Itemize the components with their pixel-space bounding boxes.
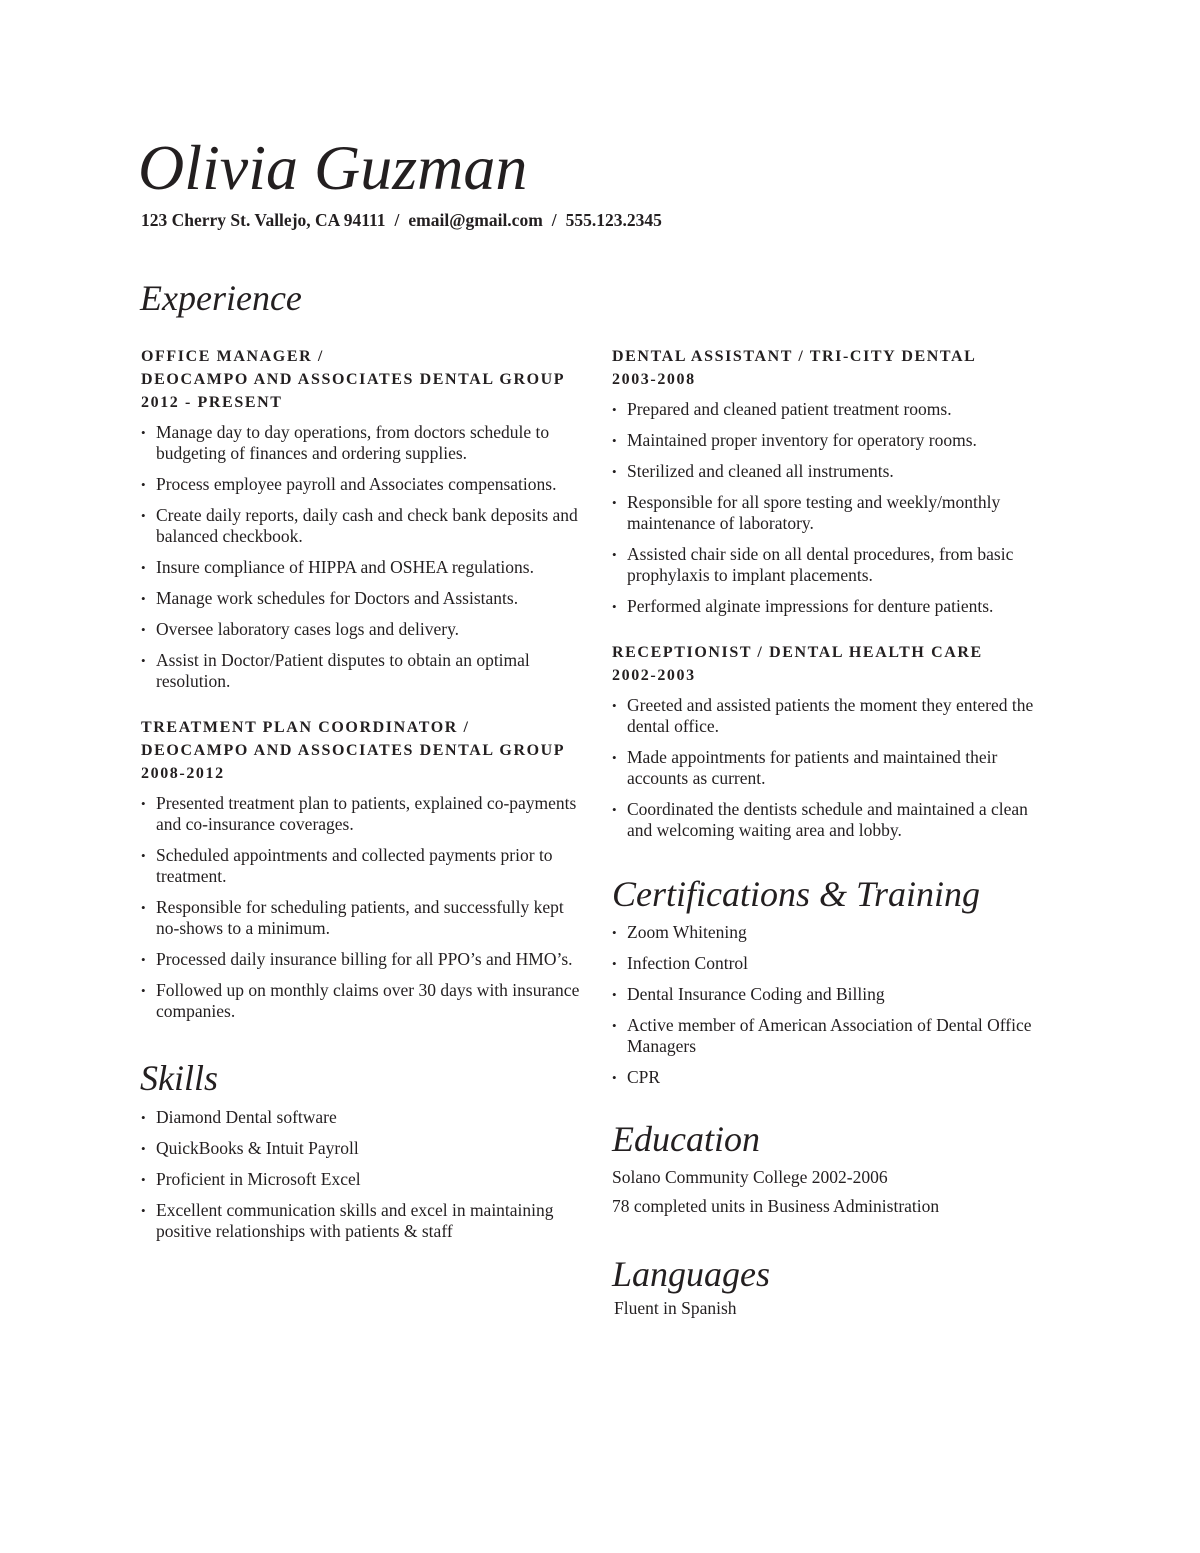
certifications-section (612, 922, 1057, 1098)
certification-item: • Active member of American Association of Dental Office Managers (612, 1015, 1057, 1057)
job-title-line: 2012 - PRESENT (141, 394, 283, 411)
job-title-line: DENTAL ASSISTANT / TRI-CITY DENTAL (612, 348, 977, 365)
skills-section (141, 1107, 591, 1252)
job-bullet: • Prepared and cleaned patient treatment rooms. (612, 399, 1057, 420)
job-entry (612, 641, 1057, 841)
job-title (612, 345, 1057, 391)
job-title (141, 716, 591, 785)
experience-heading: Experience (140, 278, 302, 318)
job-title-line: DEOCAMPO AND ASSOCIATES DENTAL GROUP (141, 371, 566, 388)
education-line: 78 completed units in Business Administration (612, 1196, 940, 1216)
certification-item: • CPR (612, 1067, 1057, 1088)
contact-phone: 555.123.2345 (565, 210, 662, 230)
job-bullet: • Scheduled appointments and collected payments prior to treatment. (141, 845, 591, 887)
skill-item: • Excellent communication skills and excel in maintaining positive relationships with patients & staff (141, 1200, 591, 1242)
education-heading: Education (612, 1119, 760, 1159)
certification-item: • Zoom Whitening (612, 922, 1057, 943)
skills-heading: Skills (140, 1058, 218, 1098)
certification-item: • Infection Control (612, 953, 1057, 974)
job-bullets (141, 422, 591, 692)
job-bullet: • Made appointments for patients and maintained their accounts as current. (612, 747, 1057, 789)
experience-right-jobs (612, 345, 1057, 841)
education-line: Solano Community College 2002-2006 (612, 1167, 888, 1187)
job-entry (612, 345, 1057, 617)
job-bullet: • Performed alginate impressions for denture patients. (612, 596, 1057, 617)
contact-separator: / (394, 210, 400, 230)
job-title-line: 2003-2008 (612, 371, 696, 388)
job-title-line: TREATMENT PLAN COORDINATOR / (141, 719, 470, 736)
skills-list (141, 1107, 591, 1242)
job-title-line: RECEPTIONIST / DENTAL HEALTH CARE (612, 644, 983, 661)
contact-address: 123 Cherry St. Vallejo, CA 94111 (141, 210, 386, 230)
job-bullet: • Coordinated the dentists schedule and maintained a clean and welcoming waiting area and lobby. (612, 799, 1057, 841)
skill-item: • Proficient in Microsoft Excel (141, 1169, 591, 1190)
job-entry (141, 716, 591, 1022)
certification-item: • Dental Insurance Coding and Billing (612, 984, 1057, 1005)
job-bullet: • Create daily reports, daily cash and check bank deposits and balanced checkbook. (141, 505, 591, 547)
contact-email: email@gmail.com (408, 210, 543, 230)
job-bullet: • Responsible for scheduling patients, and successfully kept no-shows to a minimum. (141, 897, 591, 939)
certifications-heading: Certifications & Training (612, 874, 981, 914)
job-title (141, 345, 591, 414)
resume-name: Olivia Guzman (138, 132, 528, 203)
skill-item: • Diamond Dental software (141, 1107, 591, 1128)
languages-section (614, 1298, 1059, 1327)
languages-heading: Languages (612, 1254, 771, 1294)
job-bullet: • Processed daily insurance billing for all PPO’s and HMO’s. (141, 949, 591, 970)
job-bullet: • Greeted and assisted patients the moment they entered the dental office. (612, 695, 1057, 737)
job-bullet: • Sterilized and cleaned all instruments. (612, 461, 1057, 482)
job-title-line: 2008-2012 (141, 765, 225, 782)
job-title (612, 641, 1057, 687)
job-bullets (141, 793, 591, 1022)
job-title-line: OFFICE MANAGER / (141, 348, 324, 365)
contact-separator: / (551, 210, 557, 230)
job-bullets (612, 399, 1057, 617)
job-bullet: • Oversee laboratory cases logs and delivery. (141, 619, 591, 640)
job-bullet: • Followed up on monthly claims over 30 days with insurance companies. (141, 980, 591, 1022)
job-bullet: • Maintained proper inventory for operatory rooms. (612, 430, 1057, 451)
job-bullets (612, 695, 1057, 841)
job-title-line: 2002-2003 (612, 667, 696, 684)
education-section (612, 1167, 1057, 1225)
job-bullet: • Manage work schedules for Doctors and Assistants. (141, 588, 591, 609)
skill-item: • QuickBooks & Intuit Payroll (141, 1138, 591, 1159)
job-bullet: • Insure compliance of HIPPA and OSHEA regulations. (141, 557, 591, 578)
job-bullet: • Process employee payroll and Associates compensations. (141, 474, 591, 495)
job-bullet: • Presented treatment plan to patients, explained co-payments and co-insurance coverages. (141, 793, 591, 835)
job-bullet: • Manage day to day operations, from doctors schedule to budgeting of finances and ordering supplies. (141, 422, 591, 464)
job-entry (141, 345, 591, 692)
job-bullet: • Responsible for all spore testing and weekly/monthly maintenance of laboratory. (612, 492, 1057, 534)
job-title-line: DEOCAMPO AND ASSOCIATES DENTAL GROUP (141, 742, 566, 759)
experience-right-column (612, 345, 1057, 851)
experience-left-column (141, 345, 591, 1032)
certifications-list (612, 922, 1057, 1088)
job-bullet: • Assisted chair side on all dental procedures, from basic prophylaxis to implant placements. (612, 544, 1057, 586)
contact-line (141, 210, 662, 231)
experience-left-jobs (141, 345, 591, 1022)
job-bullet: • Assist in Doctor/Patient disputes to obtain an optimal resolution. (141, 650, 591, 692)
language-line: Fluent in Spanish (614, 1298, 737, 1318)
